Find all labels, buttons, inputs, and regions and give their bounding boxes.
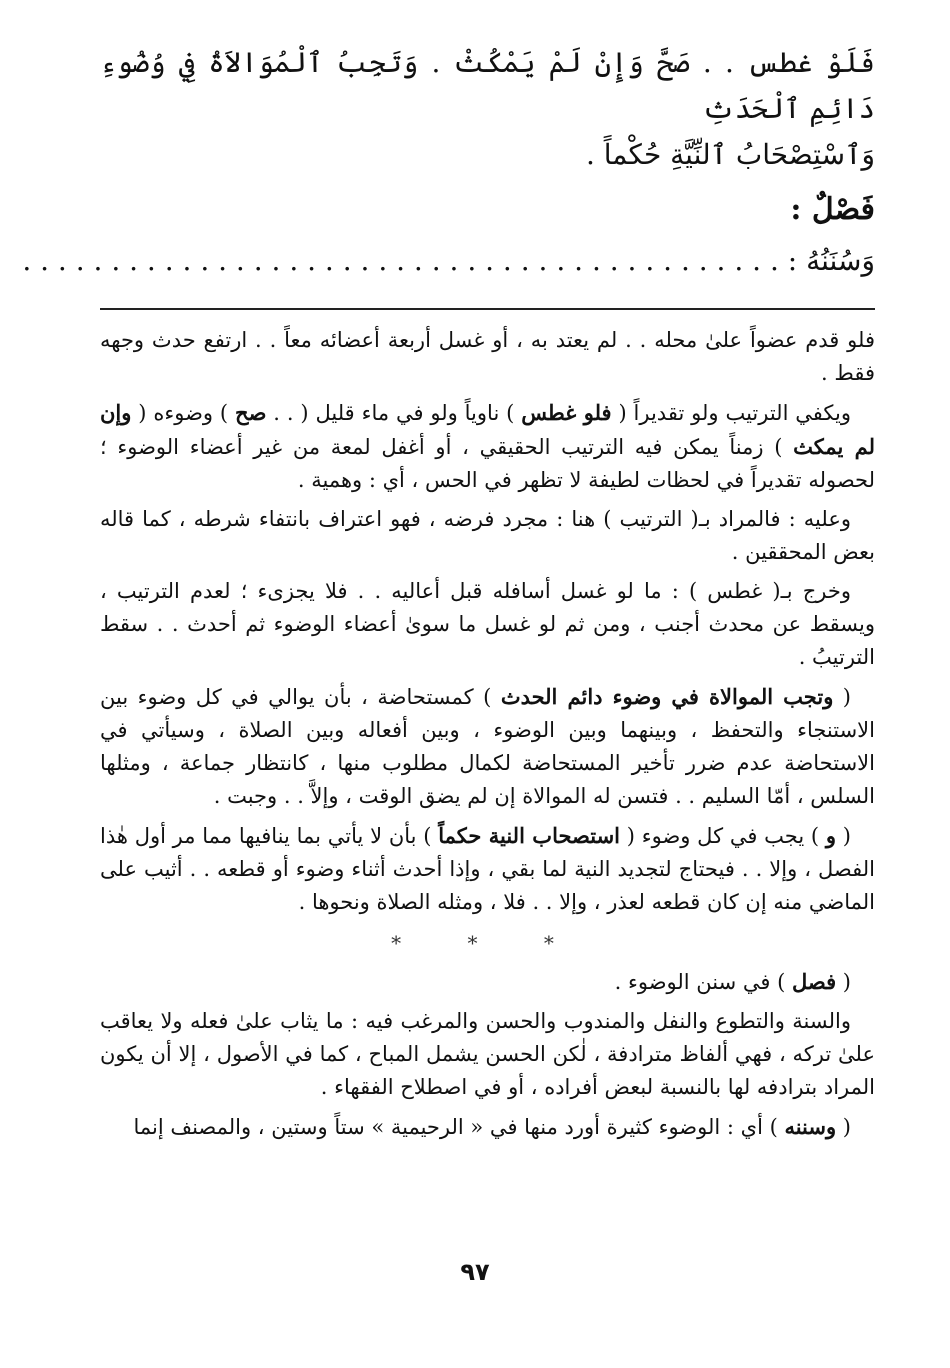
page-number: ٩٧: [460, 1258, 490, 1286]
matn-line-1: فَلَوْ غطس . . صَحَّ وَإِنْ لَمْ يَمْكُثْ . وَتَجِبُ ٱلْمُوَالاَةُ فِي وُضُوءِ دَائِمِ ٱلْحَدَثِ: [100, 46, 875, 125]
text-run: ) يجب في كل وضوء (: [620, 824, 826, 848]
sharh-paragraph-3: وعليه : فالمراد بـ( الترتيب ) هنا : مجرد فرضه ، فهو اعتراف بانتفاء شرطه ، كما قاله بعض المحققين .: [100, 507, 875, 564]
sharh-section: [100, 324, 875, 1144]
matn-section: [22, 40, 875, 286]
sunan-dots: . . . . . . . . . . . . . . . . . . . . . . . . . . . . . . . . . . . . . . . . . . .: [22, 244, 779, 277]
quoted-matn: صح: [235, 400, 267, 425]
quoted-matn: و: [825, 823, 837, 848]
text-run: ) ناوياً ولو في ماء قليل ( . .: [266, 401, 522, 425]
text-run: ) بأن لا يأتي بما ينافيها مما مر أول هٰذا الفصل ، وإلا . . فيحتاج لتجديد النية لما بقي ، وإذا أحدث أثناء وضوء أو قطعه . . أثيب على الماضي منه إن كان قطعه لعذر ، وإلا . . فلا ، ومثله الصلاة ونحوها .: [100, 824, 875, 914]
quoted-matn: فصل: [791, 969, 837, 994]
matn-line-2: وَٱسْتِصْحَابُ ٱلنِّيَّةِ حُكْماً .: [585, 138, 875, 171]
sunan-label: وَسُنَنُهُ :: [787, 244, 875, 277]
sharh-paragraph-2: [100, 396, 875, 497]
section-separator: * * *: [391, 931, 584, 955]
sharh-paragraph-8: والسنة والتطوع والنفل والمندوب والحسن والمرغب فيه : ما يثاب علىٰ فعله ولا يعاقب علىٰ تركه ، فهي ألفاظ مترادفة ، لٰكن الحسن يشمل المباح ، كما في الأصول ، إلا أن يكون المراد بترادفه لها بالنسبة لبعض أفراده ، أو في اصطلاح الفقهاء .: [100, 1009, 875, 1099]
text-run: ويكفي الترتيب ولو تقديراً (: [611, 401, 851, 425]
text-run: ) زمناً يمكن فيه الترتيب الحقيقي ، أو أغفل لمعة من غير أعضاء الوضوء ؛ لحصوله تقديراً في لحظات لطيفة لا تظهر في الحس ، أي : وهمية .: [100, 435, 875, 492]
sunan-line: [22, 236, 875, 286]
fasl-heading: فَصْلٌ :: [790, 192, 875, 227]
sharh-paragraph-5: [100, 680, 875, 813]
quoted-matn: وإن لم يمكث: [100, 400, 876, 459]
text-run: (: [836, 824, 851, 848]
text-run: (: [836, 1115, 851, 1139]
sharh-paragraph-9: [100, 1110, 875, 1144]
sharh-paragraph-1: فلو قدم عضواً علىٰ محله . . لم يعتد به ، أو غسل أربعة أعضائه معاً . . ارتفع حدث وجهه فقط .: [100, 328, 875, 385]
sharh-paragraph-7: [100, 965, 875, 999]
text-run: ) وضوءه (: [131, 401, 236, 425]
quoted-matn: فلو غطس: [521, 400, 612, 425]
text-run: (: [836, 970, 851, 994]
quoted-matn: وسننه: [784, 1114, 837, 1139]
text-run: ) أي : الوضوء كثيرة أورد منها في « الرحيمية » ستاً وستين ، والمصنف إنما: [133, 1115, 785, 1139]
text-run: ) كمستحاضة ، بأن يوالي في كل وضوء بين الاستنجاء والتحفظ ، وبينهما وبين الوضوء ، وبين أفعاله وبين الصلاة ، وسيأتي في الاستحاضة عدم ضرر تأخير المستحاضة لكمال مطلوب منها ، كانتظار جماعة ، ومثلها السلس ، أمّا السليم . . فتسن له الموالاة إن لم يضق الوقت ، وإلاَّ . . وجبت .: [100, 685, 875, 808]
quoted-matn: وتجب الموالاة في وضوء دائم الحدث: [500, 684, 834, 709]
sharh-paragraph-6: [100, 819, 875, 919]
sharh-paragraph-4: وخرج بـ( غطس ) : ما لو غسل أسافله قبل أعاليه . . فلا يجزىء ؛ لعدم الترتيب ، ويسقط عن محدث أجنب ، ومن ثم لو غسل ما سوىٰ أعضاء الوضوء ثم أحدث . . سقط الترتيبُ .: [100, 579, 875, 669]
page-body: [22, 40, 876, 1150]
text-run: (: [833, 685, 852, 709]
quoted-matn: استصحاب النية حكماً: [438, 823, 621, 848]
text-run: ) في سنن الوضوء .: [614, 970, 792, 994]
footnote-divider: [100, 308, 875, 310]
